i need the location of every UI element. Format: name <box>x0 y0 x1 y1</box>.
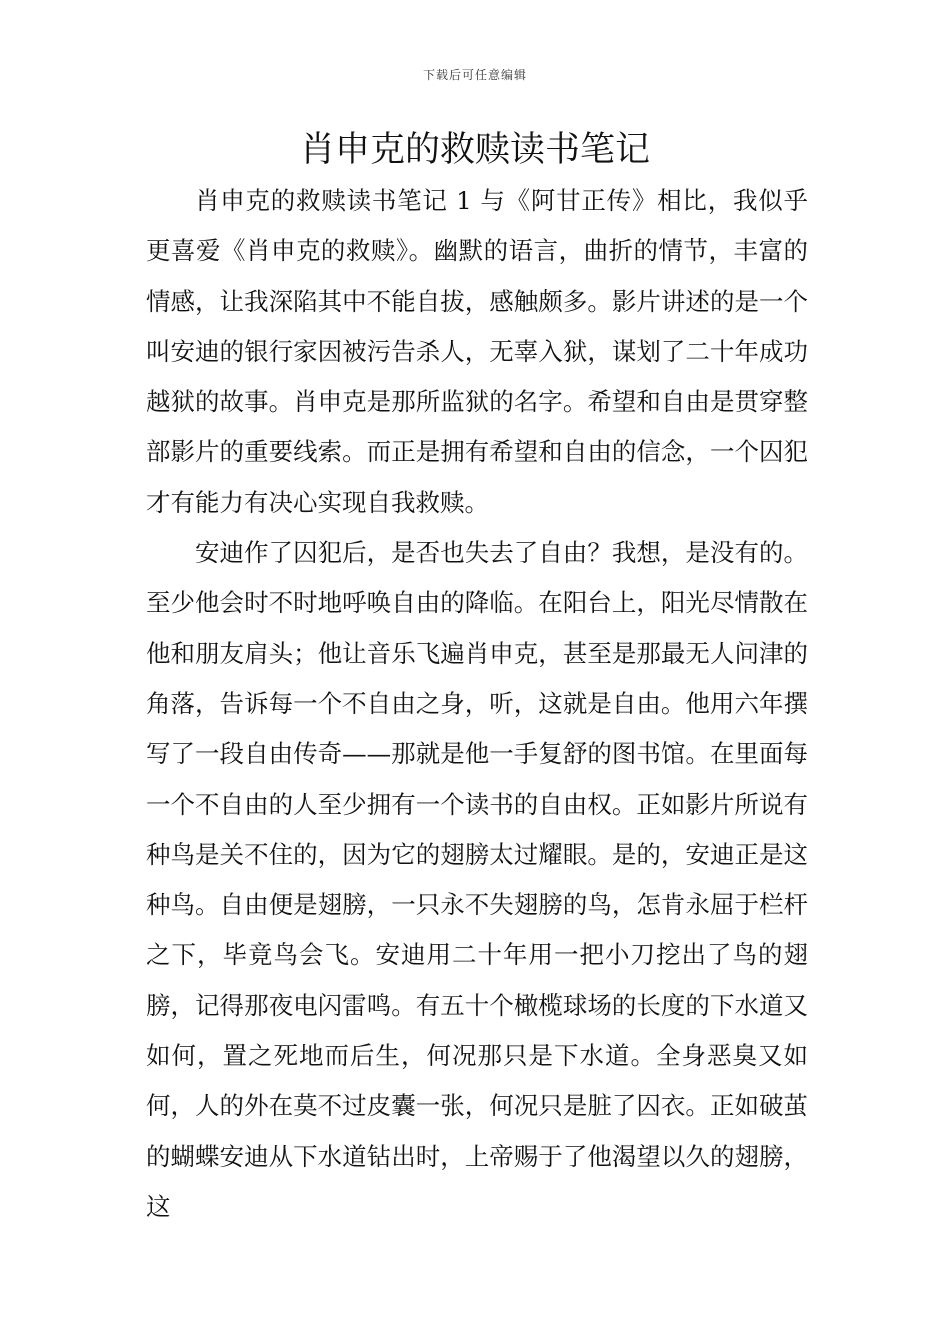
document-title: 肖申克的救赎读书笔记 <box>299 130 650 170</box>
paragraph-1: 肖申克的救赎读书笔记 1 与《阿甘正传》相比，我似乎更喜爱《肖申克的救赎》。幽默的语言，曲折的情节，丰富的情感，让我深陷其中不能自拔，感触颇多。影片讲述的是一个叫安迪的银行家因被污告杀人，无辜入狱，谋划了二十年成功越狱的故事。肖申克是那所监狱的名字。希望和自由是贯穿整部影片的重要线索。而正是拥有希望和自由的信念，一个囚犯才有能力有决心实现自我救赎。 <box>146 186 808 517</box>
document-body <box>146 176 808 1232</box>
paragraph-2: 安迪作了囚犯后，是否也失去了自由？我想，是没有的。至少他会时不时地呼唤自由的降临。在阳台上，阳光尽情散在他和朋友肩头；他让音乐飞遍肖申克，甚至是那最无人问津的角落，告诉每一个不自由之身，听，这就是自由。他用六年撰写了一段自由传奇——那就是他一手复舒的图书馆。在里面每一个不自由的人至少拥有一个读书的自由权。正如影片所说有种鸟是关不住的，因为它的翅膀太过耀眼。是的，安迪正是这种鸟。自由便是翅膀，一只永不失翅膀的鸟，怎肯永屈于栏杆之下，毕竟鸟会飞。安迪用二十年用一把小刀挖出了鸟的翅膀，记得那夜电闪雷鸣。有五十个橄榄球场的长度的下水道又如何，置之死地而后生，何况那只是下水道。全身恶臭又如何，人的外在莫不过皮囊一张，何况只是脏了囚衣。正如破茧的蝴蝶安迪从下水道钻出时，上帝赐于了他渴望以久的翅膀，这 <box>146 538 808 1221</box>
header-note: 下载后可任意编辑 <box>422 68 527 82</box>
